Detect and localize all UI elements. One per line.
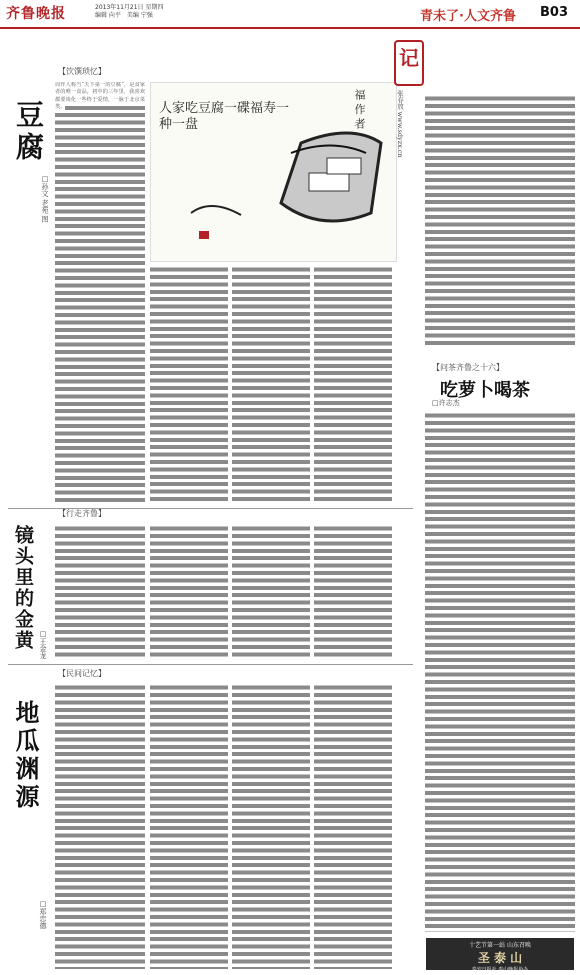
- painting-caption-text: 张春放 www.sdyzx.cn: [396, 90, 404, 158]
- article-title-3: 镜头里的金黄: [12, 525, 34, 651]
- article-body-3c: [232, 525, 310, 660]
- article-body-4b: [150, 684, 228, 969]
- calligraphy-main: 人家吃豆腐一碟福寿一种一盘: [159, 101, 290, 132]
- article-title-4: 地瓜渊源: [11, 700, 40, 812]
- article-body-4d: [314, 684, 392, 969]
- column-tag-2: 【问茶齐鲁之十六】: [432, 363, 504, 372]
- designer-name: 美编 宁强: [126, 12, 153, 19]
- article-body-1b: [150, 266, 228, 502]
- article-body-3b: [150, 525, 228, 660]
- article-body-1c: [232, 266, 310, 502]
- article-author-1: □孙文 老苑 图: [41, 175, 49, 223]
- issue-date: 2013年11月21日 星期四: [95, 4, 164, 11]
- column-tag-1: 【饮馔琐忆】: [58, 67, 106, 76]
- article-title-1: 豆腐: [12, 100, 45, 164]
- banner-line-1: 十艺节第一站 山东召唤: [469, 942, 531, 949]
- page-number: B03: [540, 5, 568, 20]
- article-body-1d: [314, 266, 392, 502]
- banner-line-3: 泰安日报社 泰山晚报协办: [471, 967, 529, 973]
- column-tag-4: 【民间记忆】: [58, 669, 106, 678]
- article-body-4a: [55, 684, 145, 969]
- article-body-4c: [232, 684, 310, 969]
- calligraphy-side: 福 作 者: [353, 89, 366, 129]
- article-author-4: □郑忠德: [39, 900, 47, 929]
- banner-line-2: 圣 泰 山: [477, 951, 523, 965]
- article-body-3a: [55, 525, 145, 660]
- editor-name: 编辑 向平: [95, 12, 121, 19]
- stamp-char: 记: [399, 46, 419, 70]
- promo-banner: [426, 938, 574, 973]
- section-divider-2: [8, 664, 413, 665]
- article-lead-1: 周作人称当“天下第一的豆腐”，是食家者的唯一食品，初中的三年里，我喜欢都要谈化一些终于爱情，一脉于北京菜类。: [55, 82, 145, 111]
- article-body-2b: [425, 412, 575, 932]
- column-stamp: [394, 40, 424, 86]
- section-title: 青未了·人文齐鲁: [420, 9, 516, 24]
- ink-painting: [150, 82, 397, 262]
- article-title-2: 吃萝卜喝茶: [440, 380, 530, 401]
- paper-logo: 齐鲁晚报: [6, 6, 66, 22]
- article-author-3: □王金龙: [39, 630, 47, 659]
- article-body-2a: [425, 95, 575, 345]
- painting-caption: [396, 90, 414, 280]
- column-tag-3: 【行走齐鲁】: [58, 509, 106, 518]
- article-body-1a: [55, 82, 145, 502]
- issue-meta: [95, 4, 163, 20]
- article-author-2: □许志杰: [432, 399, 460, 407]
- article-body-3d: [314, 525, 392, 660]
